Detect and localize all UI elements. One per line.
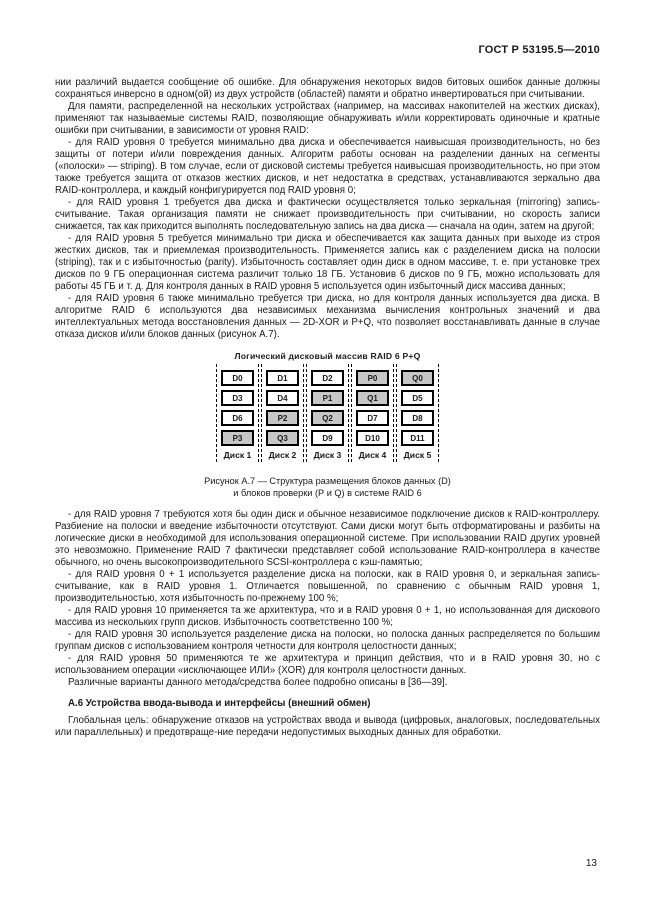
disk-column	[216, 364, 259, 462]
figure-caption	[55, 475, 600, 499]
paragraph: нии различий выдается сообщение об ошибке. Для обнаружения некоторых видов битовых ошибок данные должны сохраняться инверсно в одном(ой) из двух устройств (областей) памяти и обратно инвертироваться при считывании.	[55, 77, 600, 100]
disk-column	[306, 364, 349, 462]
raid-block-q2: Q2	[311, 410, 344, 426]
raid-block-d9: D9	[311, 430, 344, 446]
figure-caption-line1: Рисунок А.7 — Структура размещения блоков данных (D)	[204, 476, 451, 486]
raid-block-q3: Q3	[266, 430, 299, 446]
raid-block-p1: P1	[311, 390, 344, 406]
raid-block-p3: P3	[221, 430, 254, 446]
raid-block-p0: P0	[356, 370, 389, 386]
paragraph: - для RAID уровня 50 применяются те же архитектура и принцип действия, что и в RAID уровня 30, но с использованием операции «исключающее ИЛИ» (XOR) для контроля целостности данных.	[55, 653, 600, 676]
section-heading: А.6 Устройства ввода-вывода и интерфейсы (внешний обмен)	[68, 698, 371, 709]
paragraph: - для RAID уровня 5 требуется минимально три диска и обеспечивается как защита данных при выходе из строя жестких дисков, так и приемлемая производительность. Применяется запись как с разделением диска на полоски (striping), так и с избыточностью (parity). Избыточность составляет один диск в одном массиве, т. е. при установке трех дисков по 9 ГБ операционная система различит только 18 ГБ. Установив 6 дисков по 9 ГБ, можно использовать для работы 45 ГБ и т. д. Для контроля данных в RAID уровня 5 используется один избыточный диск массива данных;	[55, 233, 600, 292]
disk-label: Диск 3	[313, 450, 342, 460]
disk-column	[351, 364, 394, 462]
paragraph: - для RAID уровня 30 используется разделение диска на полоски, но полоска данных распределяется по большим группам дисков с использованием контроля четности для контроля целостности данных;	[55, 629, 600, 652]
disk-label: Диск 2	[268, 450, 297, 460]
paragraph: Для памяти, распределенной на нескольких устройствах (например, на массивах накопителей на жестких дисках), применяют так называемые системы RAID, позволяющие обнаруживать и/или корректировать одиночные и кратные ошибки при считывании, в зависимости от уровня RAID:	[55, 101, 600, 136]
closing-paragraph: Глобальная цель: обнаружение отказов на устройствах ввода и вывода (цифровых, аналоговых, последовательных или параллельных) и предотвраще-ние передачи недопустимых выходных данных для обработки.	[55, 715, 600, 738]
disk-column	[396, 364, 439, 462]
paragraph: - для RAID уровня 7 требуются хотя бы один диск и обычное независимое подключение дисков к RAID-контроллеру. Разбиение на полоски и введение избыточности отсутствуют. Сами диски могут быть отформатированы и разбиты на логические диски в необходимой для использования операционной системе. При использовании RAID других уровней это невозможно. Применение RAID 7 фактически представляет собой использование RAID-контроллера в качестве обычного, но очень высокопроизводительного SCSI-контроллера с кэш-памятью;	[55, 509, 600, 568]
disk-label: Диск 5	[403, 450, 432, 460]
body-text-bottom	[55, 509, 600, 689]
raid-block-d11: D11	[401, 430, 434, 446]
paragraph: - для RAID уровня 10 применяется та же архитектура, что и в RAID уровня 0 + 1, но использованная для дискового массива из нескольких групп дисков. Избыточность соответственно 100 %;	[55, 605, 600, 628]
raid-block-d5: D5	[401, 390, 434, 406]
raid-block-d2: D2	[311, 370, 344, 386]
disk-label: Диск 4	[358, 450, 387, 460]
raid-block-d1: D1	[266, 370, 299, 386]
body-text-top	[55, 77, 600, 341]
raid-block-d0: D0	[221, 370, 254, 386]
disk-column	[261, 364, 304, 462]
paragraph: - для RAID уровня 0 + 1 используется разделение диска на полоски, как в RAID уровня 0, и зеркальная запись-считывание, как в RAID уровня 1. Отличается повышенной, по сравнению с обычным RAID уровня 1, производительностью, хотя избыточность по-прежнему 100 %;	[55, 569, 600, 604]
raid-block-q1: Q1	[356, 390, 389, 406]
figure-caption-line2: и блоков проверки (Р и Q) в системе RAID 6	[233, 488, 422, 498]
raid-block-d4: D4	[266, 390, 299, 406]
paragraph: Различные варианты данного метода/средства более подробно описаны в [36—39].	[68, 677, 448, 688]
paragraph: - для RAID уровня 1 требуется два диска и фактически осуществляется только зеркальная (mirroring) запись-считывание. Такая организация памяти не снижает производительность при считывании, но скорость записи снижается, так как приходится выполнять последовательную запись на два диска — сначала на один, затем на другой;	[55, 197, 600, 232]
page-number: 13	[585, 858, 597, 869]
raid6-figure	[215, 351, 440, 462]
raid-block-d7: D7	[356, 410, 389, 426]
raid-block-d8: D8	[401, 410, 434, 426]
disk-label: Диск 1	[223, 450, 252, 460]
paragraph: - для RAID уровня 6 также минимально требуется три диска, но для контроля данных используется два диска. В алгоритме RAID 6 используются два независимых механизма вычисления контрольных значений и два интеллектуальных метода восстановления данных — 2D-XOR и P+Q, что позволяет восстанавливать данные в случае отказа дисков и/или блоков данных (рисунок А.7).	[55, 293, 600, 340]
raid-block-d6: D6	[221, 410, 254, 426]
raid-block-d10: D10	[356, 430, 389, 446]
disk-array-grid	[215, 364, 440, 462]
raid-block-d3: D3	[221, 390, 254, 406]
paragraph: - для RAID уровня 0 требуется минимально два диска и обеспечивается наивысшая производительность, но без защиты от потери и/или повреждения данных. Алгоритм работы основан на разделении данных на сегменты («полоски» — striping). В том случае, если от дисковой системы требуется наивысшая производительность, но при этом также требуется защита от отказов жестких дисков, и нет недостатка в средствах, устанавливаются зеркально два RAID-контроллера, и каждый конфигурируется под RAID уровня 0;	[55, 137, 600, 196]
raid-block-p2: P2	[266, 410, 299, 426]
raid-block-q0: Q0	[401, 370, 434, 386]
figure-title: Логический дисковый массив RAID 6 P+Q	[234, 351, 421, 361]
doc-code-header: ГОСТ Р 53195.5—2010	[478, 44, 600, 56]
